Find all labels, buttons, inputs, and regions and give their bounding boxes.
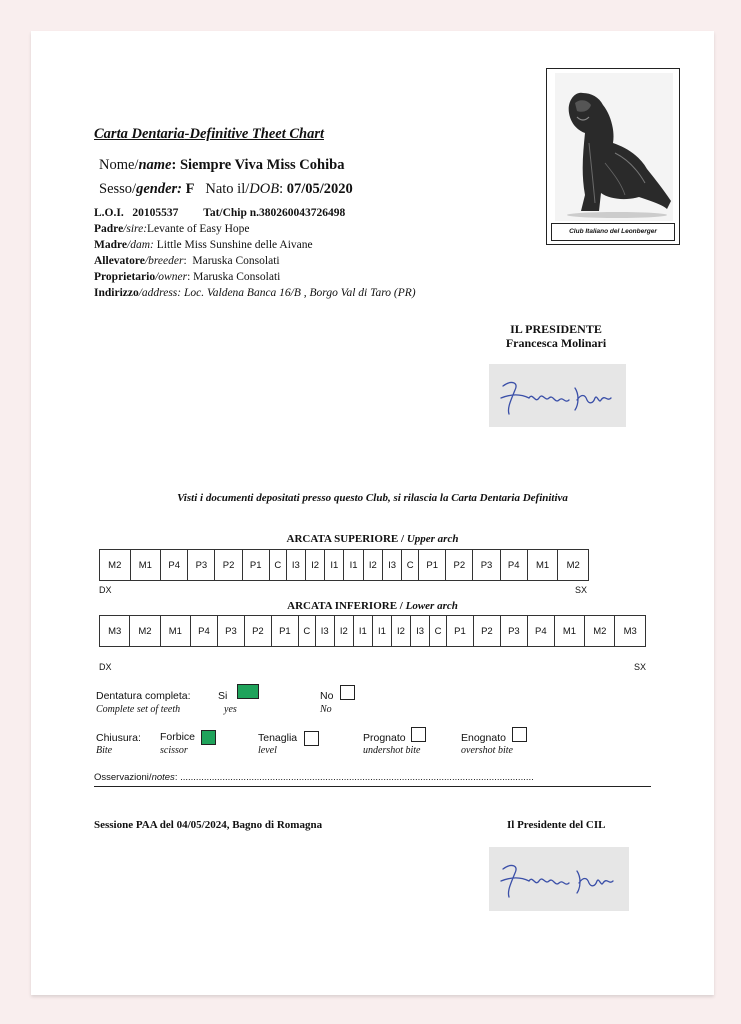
lower-tooth-p3-17: P3 bbox=[500, 616, 527, 647]
session-info: Sessione PAA del 04/05/2024, Bagno di Romagna bbox=[94, 819, 323, 831]
lower-arch-sx: SX bbox=[634, 662, 647, 672]
lower-tooth-m1-19: M1 bbox=[554, 616, 584, 647]
bite-level-checkbox[interactable] bbox=[304, 731, 319, 746]
breeder-line: Allevatore/breeder: Maruska Consolati bbox=[94, 255, 280, 267]
upper-tooth-p4-2: P4 bbox=[161, 550, 188, 581]
document-page bbox=[31, 31, 714, 995]
lower-tooth-p1-6: P1 bbox=[271, 616, 298, 647]
bite-level-label-en: level bbox=[258, 745, 277, 756]
upper-tooth-p3-16: P3 bbox=[473, 550, 500, 581]
loi-chip-line: L.O.I. 20105537 Tat/Chip n.380260043726498 bbox=[94, 207, 346, 219]
bite-undershot-label: Prognato bbox=[363, 732, 406, 744]
lower-tooth-i2-9: I2 bbox=[334, 616, 353, 647]
dob-value: 07/05/2020 bbox=[286, 181, 353, 197]
upper-tooth-p2-4: P2 bbox=[215, 550, 242, 581]
lower-tooth-p2-5: P2 bbox=[244, 616, 271, 647]
upper-tooth-i3-7: I3 bbox=[286, 550, 305, 581]
lower-tooth-m2-20: M2 bbox=[585, 616, 615, 647]
gender-value: F bbox=[185, 181, 195, 197]
upper-tooth-c-13: C bbox=[402, 550, 419, 581]
president-name: Francesca Molinari bbox=[505, 336, 607, 350]
bite-level-label: Tenaglia bbox=[258, 732, 298, 744]
upper-tooth-p1-14: P1 bbox=[419, 550, 446, 581]
logo-caption: Club Italiano del Leonberger bbox=[551, 223, 675, 241]
lower-tooth-p4-18: P4 bbox=[527, 616, 554, 647]
dam-line: Madre/dam: Little Miss Sunshine delle Aivane bbox=[94, 239, 313, 251]
cil-president-title: Il Presidente del CIL bbox=[507, 819, 606, 831]
dentition-no-label-en: No bbox=[320, 704, 332, 715]
lower-tooth-c-14: C bbox=[430, 616, 447, 647]
upper-tooth-m1-18: M1 bbox=[527, 550, 558, 581]
president-title: IL PRESIDENTE bbox=[510, 322, 602, 336]
lower-tooth-i3-8: I3 bbox=[315, 616, 334, 647]
declaration-text: Visti i documenti depositati presso questo Club, si rilascia la Carta Dentaria Definitiva bbox=[177, 492, 568, 504]
leonberger-dog-illustration bbox=[555, 73, 673, 221]
president-signature bbox=[489, 364, 626, 427]
lower-tooth-m3-21: M3 bbox=[615, 616, 646, 647]
lower-tooth-m2-1: M2 bbox=[130, 616, 160, 647]
dentition-no-label: No bbox=[320, 690, 334, 702]
lower-arch-dx: DX bbox=[99, 662, 112, 672]
upper-tooth-i1-10: I1 bbox=[344, 550, 363, 581]
upper-arch-dx: DX bbox=[99, 585, 112, 595]
upper-tooth-p2-15: P2 bbox=[446, 550, 473, 581]
dentition-no-checkbox[interactable] bbox=[340, 685, 355, 700]
address-line: Indirizzo/address: Loc. Valdena Banca 16/B , Borgo Val di Taro (PR) bbox=[94, 287, 416, 299]
bite-overshot-checkbox[interactable] bbox=[512, 727, 527, 742]
upper-tooth-i1-9: I1 bbox=[325, 550, 344, 581]
upper-tooth-i2-11: I2 bbox=[363, 550, 382, 581]
upper-tooth-m2-0: M2 bbox=[100, 550, 131, 581]
club-logo bbox=[546, 68, 680, 245]
bite-undershot-checkbox[interactable] bbox=[411, 727, 426, 742]
lower-arch-table bbox=[99, 615, 646, 647]
lower-tooth-i1-10: I1 bbox=[353, 616, 372, 647]
notes-divider bbox=[94, 786, 651, 787]
notes-line: Osservazioni/notes: ...................................................................................................................................... bbox=[94, 772, 534, 783]
upper-arch-table bbox=[99, 549, 589, 581]
sire-line: Padre/sire:Levante of Easy Hope bbox=[94, 223, 250, 235]
owner-line: Proprietario/owner: Maruska Consolati bbox=[94, 271, 281, 283]
lower-tooth-i2-12: I2 bbox=[391, 616, 410, 647]
bite-scissor-label: Forbice bbox=[160, 731, 196, 743]
lower-tooth-c-7: C bbox=[298, 616, 315, 647]
bite-overshot-label: Enognato bbox=[461, 732, 506, 744]
dentition-yes-label: Si bbox=[218, 690, 228, 702]
dentition-yes-label-en: yes bbox=[224, 704, 237, 715]
bite-undershot-label-en: undershot bite bbox=[363, 745, 421, 756]
upper-arch-sx: SX bbox=[575, 585, 588, 595]
upper-tooth-m2-19: M2 bbox=[558, 550, 589, 581]
bite-label: Chiusura: bbox=[96, 732, 141, 744]
gender-dob-line: Sesso/gender: F Nato il/DOB: 07/05/2020 bbox=[99, 181, 353, 197]
lower-tooth-i1-11: I1 bbox=[372, 616, 391, 647]
dog-name-line: Nome/name: Siempre Viva Miss Cohiba bbox=[99, 157, 345, 173]
upper-tooth-p3-3: P3 bbox=[188, 550, 215, 581]
bite-overshot-label-en: overshot bite bbox=[461, 745, 513, 756]
dog-name: : Siempre Viva Miss Cohiba bbox=[171, 157, 345, 173]
document-title: Carta Dentaria-Definitive Theet Chart bbox=[94, 126, 324, 142]
lower-tooth-i3-13: I3 bbox=[411, 616, 430, 647]
upper-tooth-p1-5: P1 bbox=[242, 550, 269, 581]
upper-tooth-i3-12: I3 bbox=[382, 550, 401, 581]
upper-tooth-c-6: C bbox=[269, 550, 286, 581]
lower-tooth-m1-2: M1 bbox=[160, 616, 190, 647]
upper-tooth-i2-8: I2 bbox=[305, 550, 324, 581]
upper-tooth-m1-1: M1 bbox=[130, 550, 161, 581]
dentition-yes-checkbox[interactable] bbox=[237, 684, 259, 699]
dentition-label-en: Complete set of teeth bbox=[96, 704, 181, 715]
dentition-label: Dentatura completa: bbox=[96, 690, 191, 702]
lower-tooth-p3-4: P3 bbox=[217, 616, 244, 647]
lower-tooth-p1-15: P1 bbox=[446, 616, 473, 647]
bite-scissor-checkbox[interactable] bbox=[201, 730, 216, 745]
lower-arch-title: ARCATA INFERIORE / Lower arch bbox=[287, 600, 458, 612]
upper-tooth-p4-17: P4 bbox=[500, 550, 527, 581]
cil-president-signature bbox=[489, 847, 629, 911]
bite-label-en: Bite bbox=[96, 745, 113, 756]
bite-scissor-label-en: scissor bbox=[160, 745, 188, 756]
lower-tooth-p4-3: P4 bbox=[190, 616, 217, 647]
president-block bbox=[471, 322, 641, 350]
upper-arch-title: ARCATA SUPERIORE / Upper arch bbox=[286, 533, 459, 545]
lower-tooth-m3-0: M3 bbox=[100, 616, 130, 647]
lower-tooth-p2-16: P2 bbox=[473, 616, 500, 647]
